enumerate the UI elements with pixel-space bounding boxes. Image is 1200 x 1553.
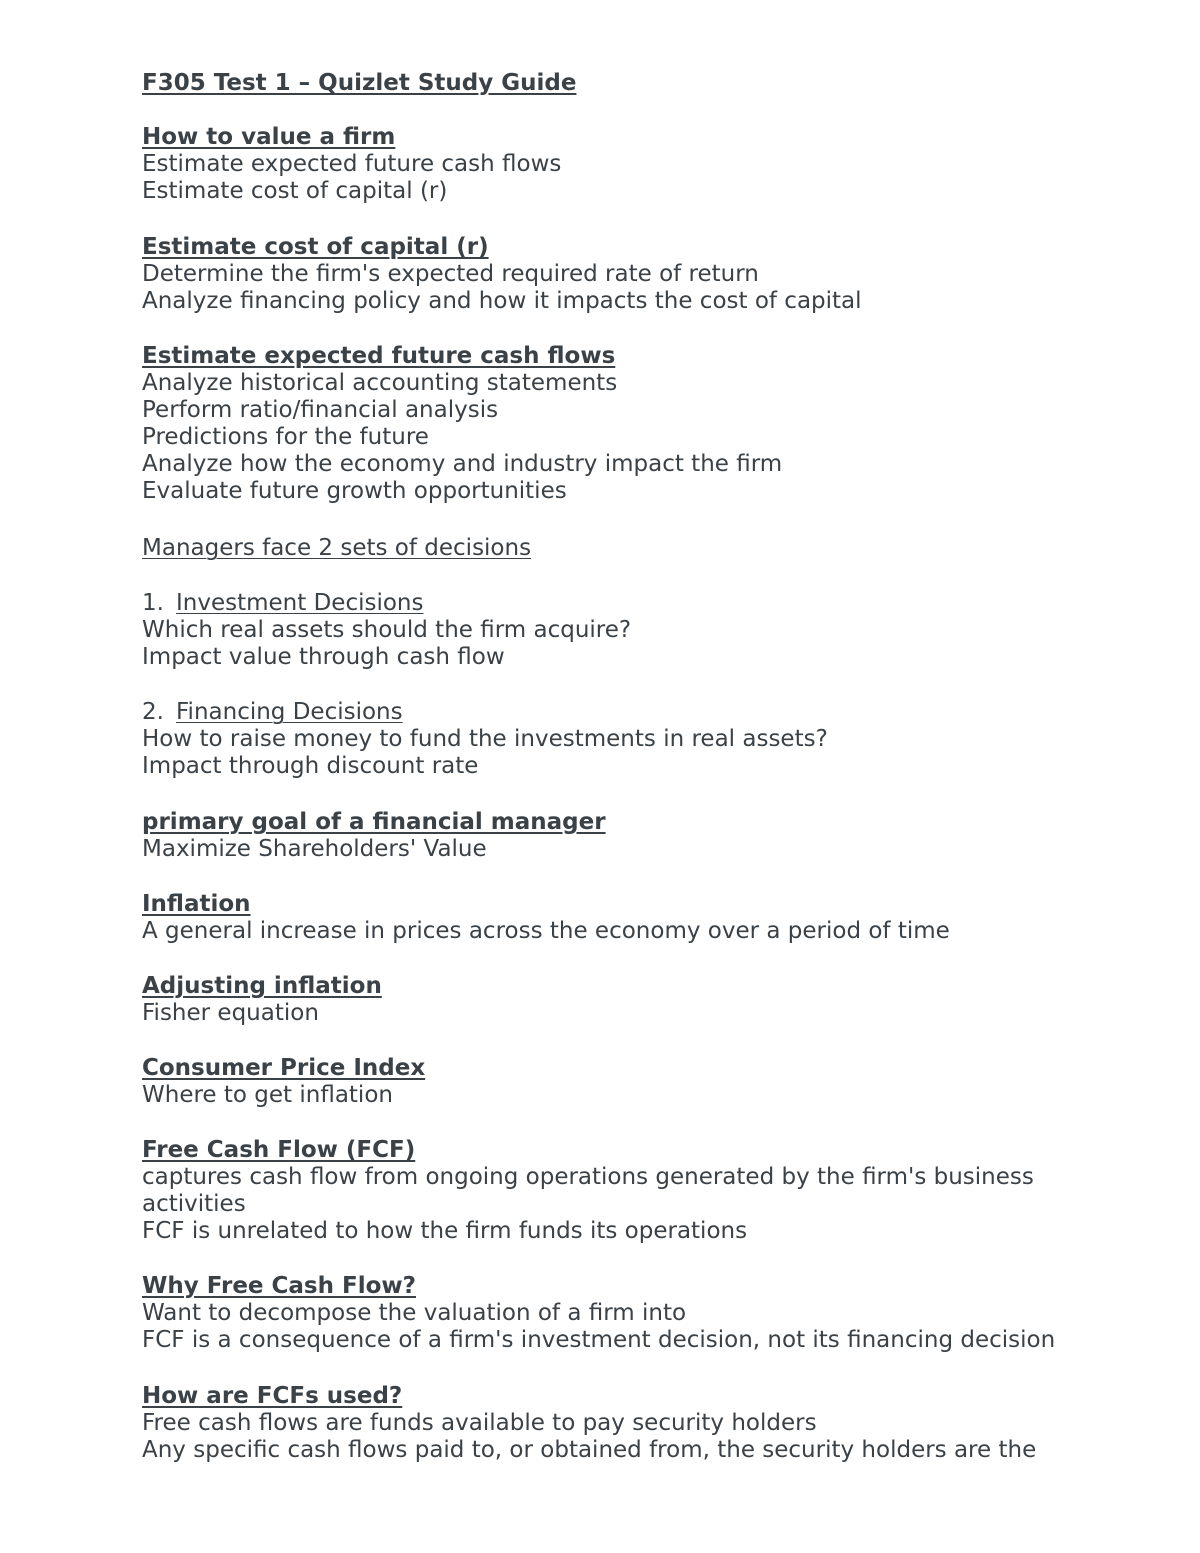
- section-heading: Why Free Cash Flow?: [142, 1273, 416, 1299]
- section-heading: How to value a firm: [142, 124, 396, 150]
- section-heading: How are FCFs used?: [142, 1383, 403, 1409]
- section-line: Impact through discount rate: [142, 753, 479, 779]
- section-primary-goal: [142, 809, 1102, 863]
- numbered-heading-row: [142, 590, 1102, 617]
- numbered-heading-row: [142, 699, 1102, 726]
- section-heading: Adjusting inflation: [142, 973, 382, 999]
- section-heading: Free Cash Flow (FCF): [142, 1137, 416, 1163]
- section-line: Determine the firm's expected required rate of return: [142, 261, 759, 287]
- document-title-block: [142, 70, 1102, 97]
- section-estimate-cash-flows: [142, 343, 1102, 505]
- section-line: captures cash flow from ongoing operations generated by the firm's business activities: [142, 1164, 1034, 1217]
- section-estimate-cost-of-capital: [142, 234, 1102, 315]
- section-heading: Investment Decisions: [176, 590, 424, 616]
- section-heading: Managers face 2 sets of decisions: [142, 535, 532, 561]
- list-number: 1.: [142, 590, 164, 616]
- section-line: Fisher equation: [142, 1000, 319, 1026]
- section-financing-decisions: [142, 699, 1102, 780]
- section-how-are-fcfs-used: [142, 1383, 1102, 1464]
- section-line: FCF is unrelated to how the firm funds its operations: [142, 1218, 748, 1244]
- section-line: Where to get inflation: [142, 1082, 393, 1108]
- section-heading: Estimate expected future cash flows: [142, 343, 616, 369]
- section-line: Perform ratio/financial analysis: [142, 397, 499, 423]
- section-line: Analyze financing policy and how it impacts the cost of capital: [142, 288, 862, 314]
- section-line: A general increase in prices across the economy over a period of time: [142, 918, 950, 944]
- section-line: Estimate cost of capital (r): [142, 178, 448, 204]
- section-heading: Financing Decisions: [176, 699, 403, 725]
- section-inflation: [142, 891, 1102, 945]
- section-heading: Estimate cost of capital (r): [142, 234, 489, 260]
- section-heading: Inflation: [142, 891, 251, 917]
- section-line: Impact value through cash flow: [142, 644, 505, 670]
- document-title: F305 Test 1 – Quizlet Study Guide: [142, 70, 577, 96]
- section-managers-decisions: [142, 535, 1102, 562]
- section-line: Predictions for the future: [142, 424, 429, 450]
- section-line: Estimate expected future cash flows: [142, 151, 562, 177]
- section-investment-decisions: [142, 590, 1102, 671]
- section-line: Which real assets should the firm acquire?: [142, 617, 632, 643]
- section-heading: primary goal of a financial manager: [142, 809, 606, 835]
- section-line: How to raise money to fund the investments in real assets?: [142, 726, 828, 752]
- section-line: Evaluate future growth opportunities: [142, 478, 567, 504]
- section-line: Analyze historical accounting statements: [142, 370, 618, 396]
- section-line: Any specific cash flows paid to, or obtained from, the security holders are the: [142, 1437, 1037, 1463]
- section-line: Want to decompose the valuation of a firm into: [142, 1300, 687, 1326]
- section-why-free-cash-flow: [142, 1273, 1102, 1354]
- section-heading: Consumer Price Index: [142, 1055, 426, 1081]
- section-adjusting-inflation: [142, 973, 1102, 1027]
- section-consumer-price-index: [142, 1055, 1102, 1109]
- section-line: FCF is a consequence of a firm's investment decision, not its financing decision: [142, 1327, 1056, 1353]
- section-free-cash-flow: [142, 1137, 1102, 1245]
- section-line: Analyze how the economy and industry impact the firm: [142, 451, 783, 477]
- list-number: 2.: [142, 699, 164, 725]
- section-how-to-value-a-firm: [142, 124, 1102, 205]
- section-line: Maximize Shareholders' Value: [142, 836, 487, 862]
- section-line: Free cash flows are funds available to pay security holders: [142, 1410, 817, 1436]
